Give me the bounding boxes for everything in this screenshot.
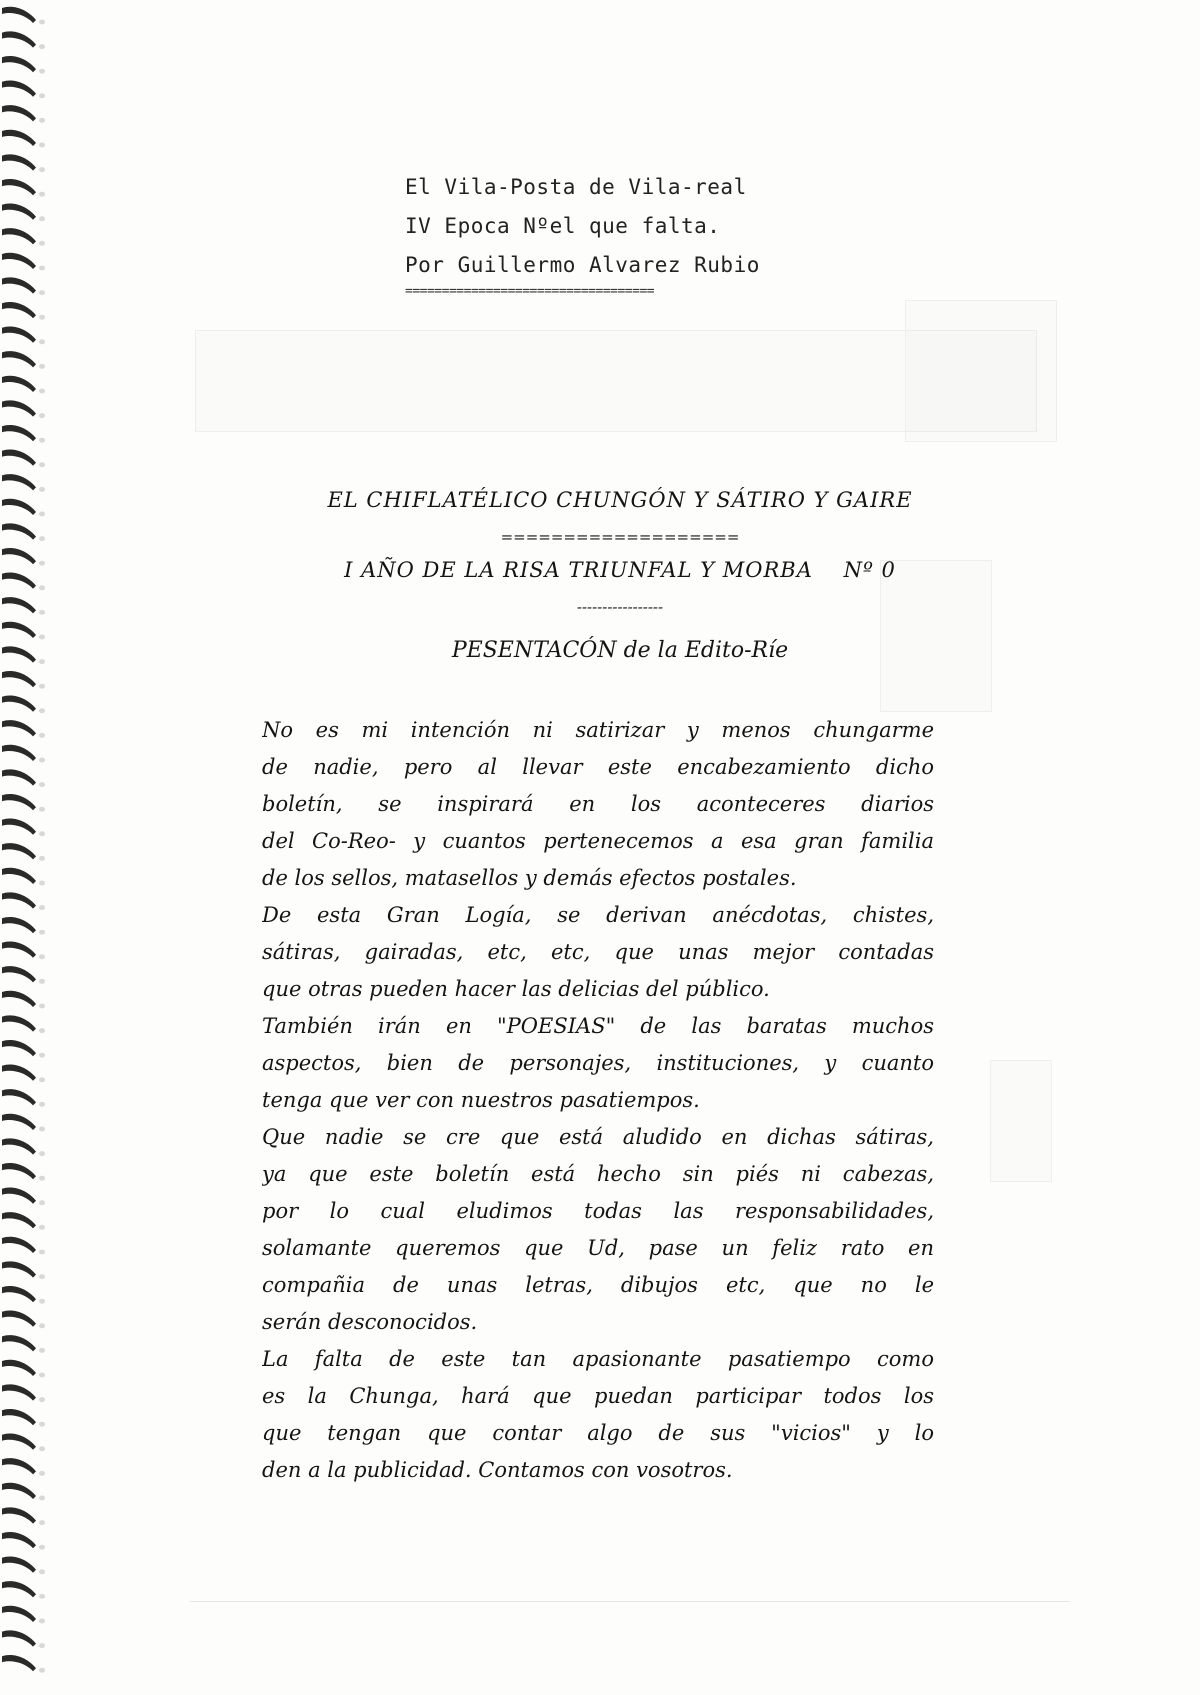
binding-hole (39, 1446, 45, 1451)
spiral-coil (2, 1237, 36, 1253)
header-line-1: El Vila-Posta de Vila-real (405, 175, 747, 199)
spiral-coil (2, 966, 36, 982)
binding-hole (39, 413, 45, 418)
body-line: tenga que ver con nuestros pasatiempos. (262, 1088, 700, 1112)
spiral-coil (2, 597, 36, 613)
binding-hole (39, 1422, 45, 1427)
spiral-coil (2, 277, 36, 293)
body-line: de los sellos, matasellos y demás efectos postales. (262, 866, 797, 890)
binding-hole (39, 241, 45, 246)
binding-hole (39, 831, 45, 836)
spiral-coil (2, 1483, 36, 1499)
typewritten-header (405, 168, 885, 299)
spiral-coil (2, 327, 36, 343)
binding-hole (39, 1643, 45, 1648)
binding-hole (39, 339, 45, 344)
binding-hole (39, 487, 45, 492)
spiral-coil (2, 302, 36, 318)
binding-hole (39, 1520, 45, 1525)
binding-hole (39, 610, 45, 615)
binding-hole (39, 1471, 45, 1476)
binding-hole (39, 1299, 45, 1304)
title-rule-2: ----------------- (576, 598, 664, 616)
spiral-coil (2, 843, 36, 859)
title-rule-1: =================== (500, 528, 740, 546)
body-line: ya que este boletín está hecho sin piés ni cabezas, (262, 1162, 934, 1186)
spiral-coil (2, 1015, 36, 1031)
binding-hole (39, 118, 45, 123)
presentation-heading: PESENTACÓN de la Edito-Ríe (451, 638, 789, 663)
body-line: que tengan que contar algo de sus "vicios" y lo (262, 1421, 934, 1445)
spiral-coil (2, 794, 36, 810)
spiral-coil (2, 1188, 36, 1204)
body-line: que otras pueden hacer las delicias del público. (262, 977, 770, 1001)
binding-hole (39, 881, 45, 886)
spiral-coil (2, 1581, 36, 1597)
binding-hole (39, 167, 45, 172)
spiral-coil (2, 1311, 36, 1327)
spiral-coil (2, 1114, 36, 1130)
binding-hole (39, 1496, 45, 1501)
binding-hole (39, 1373, 45, 1378)
spiral-coil (2, 7, 36, 23)
spiral-coil (2, 130, 36, 146)
spiral-coil (2, 400, 36, 416)
header-line-3: Por Guillermo Alvarez Rubio (405, 253, 760, 277)
spiral-coil (2, 81, 36, 97)
spiral-coil (2, 868, 36, 884)
spiral-coil (2, 204, 36, 220)
binding-hole (39, 93, 45, 98)
binding-hole (39, 266, 45, 271)
bleed-through-box (905, 300, 1057, 442)
binding-hole (39, 1323, 45, 1328)
bottom-faint-line (190, 1601, 1070, 1602)
binding-hole (39, 216, 45, 221)
spiral-coil (2, 942, 36, 958)
body-line: es la Chunga, hará que puedan participar todos los (262, 1384, 934, 1408)
spiral-coil (2, 1557, 36, 1573)
spiral-coil (2, 1532, 36, 1548)
spiral-coil (2, 1384, 36, 1400)
binding-hole (39, 1569, 45, 1574)
binding-hole (39, 659, 45, 664)
bleed-through-box (990, 1060, 1052, 1182)
binding-hole (39, 315, 45, 320)
spiral-coil (2, 1065, 36, 1081)
binding-hole (39, 1348, 45, 1353)
binding-hole (39, 1250, 45, 1255)
binding-hole (39, 1397, 45, 1402)
binding-hole (39, 1176, 45, 1181)
spiral-coil (2, 1360, 36, 1376)
spiral-coil (2, 1655, 36, 1671)
spiral-coil (2, 1089, 36, 1105)
binding-hole (39, 1028, 45, 1033)
body-line: No es mi intención ni satirizar y menos chungarme (262, 718, 934, 742)
spiral-coil (2, 917, 36, 933)
binding-hole (39, 1274, 45, 1279)
spiral-coil (2, 1409, 36, 1425)
binding-hole (39, 979, 45, 984)
spiral-coil (2, 646, 36, 662)
binding-hole (39, 462, 45, 467)
spiral-coil (2, 622, 36, 638)
spiral-coil (2, 450, 36, 466)
spiral-coil (2, 1606, 36, 1622)
binding-hole (39, 290, 45, 295)
binding-hole (39, 856, 45, 861)
binding-hole (39, 536, 45, 541)
spiral-coil (2, 105, 36, 121)
binding-hole (39, 1225, 45, 1230)
body-line: den a la publicidad. Contamos con vosotros. (262, 1458, 733, 1482)
body-line: de nadie, pero al llevar este encabezamiento dicho (262, 755, 934, 779)
binding-hole (39, 561, 45, 566)
binding-hole (39, 684, 45, 689)
spiral-coil (2, 671, 36, 687)
title-line-1: EL CHIFLATÉLICO CHUNGÓN Y SÁTIRO Y GAIRE (327, 488, 913, 512)
spiral-coil (2, 154, 36, 170)
spiral-coil (2, 548, 36, 564)
binding-hole (39, 733, 45, 738)
binding-hole (39, 1545, 45, 1550)
binding-hole (39, 1668, 45, 1673)
binding-hole (39, 20, 45, 25)
binding-hole (39, 1053, 45, 1058)
body-line: compañia de unas letras, dibujos etc, que no le (262, 1273, 934, 1297)
binding-hole (39, 389, 45, 394)
spiral-coil (2, 892, 36, 908)
spiral-coil (2, 499, 36, 515)
spiral-coil (2, 1458, 36, 1474)
spiral-coil (2, 228, 36, 244)
binding-hole (39, 1200, 45, 1205)
binding-hole (39, 1077, 45, 1082)
body-line: solamante queremos que Ud, pase un feliz rato en (262, 1236, 934, 1260)
spiral-coil (2, 1286, 36, 1302)
spiral-coil (2, 31, 36, 47)
spiral-coil (2, 745, 36, 761)
spiral-coil (2, 1138, 36, 1154)
spiral-coil (2, 1434, 36, 1450)
spiral-coil (2, 376, 36, 392)
binding-hole (39, 1594, 45, 1599)
body-line: Que nadie se cre que está aludido en dichas sátiras, (262, 1125, 934, 1149)
spiral-coil (2, 1212, 36, 1228)
spiral-coil (2, 1040, 36, 1056)
binding-hole (39, 585, 45, 590)
body-line: serán desconocidos. (262, 1310, 478, 1334)
binding-hole (39, 1004, 45, 1009)
binding-hole (39, 635, 45, 640)
spiral-coil (2, 56, 36, 72)
binding-hole (39, 782, 45, 787)
binding-hole (39, 44, 45, 49)
binding-hole (39, 1102, 45, 1107)
body-line: La falta de este tan apasionante pasatiempo como (262, 1347, 934, 1371)
body-line: De esta Gran Logía, se derivan anécdotas, chistes, (262, 903, 934, 927)
binding-hole (39, 758, 45, 763)
binding-hole (39, 708, 45, 713)
binding-hole (39, 954, 45, 959)
spiral-coil (2, 523, 36, 539)
spiral-coil (2, 1507, 36, 1523)
body-line: sátiras, gairadas, etc, etc, que unas mejor contadas (262, 940, 934, 964)
spiral-coil (2, 474, 36, 490)
spiral-coil (2, 696, 36, 712)
spiral-coil (2, 1163, 36, 1179)
header-rule: ================================== (405, 285, 655, 299)
binding-hole (39, 930, 45, 935)
spiral-coil (2, 1630, 36, 1646)
binding-hole (39, 192, 45, 197)
spiral-coil (2, 1261, 36, 1277)
spiral-coil (2, 179, 36, 195)
binding-hole (39, 512, 45, 517)
binding-hole (39, 364, 45, 369)
handwritten-title-block (300, 488, 940, 628)
binding-hole (39, 1127, 45, 1132)
spiral-coil (2, 351, 36, 367)
spiral-coil (2, 573, 36, 589)
spiral-coil (2, 253, 36, 269)
body-line: aspectos, bien de personajes, instituciones, y cuanto (262, 1051, 934, 1075)
spiral-coil (2, 425, 36, 441)
spiral-binding (0, 0, 60, 1695)
body-paragraph (262, 712, 934, 1489)
body-line: por lo cual eludimos todas las responsabilidades, (262, 1199, 934, 1223)
binding-hole (39, 905, 45, 910)
spiral-coil (2, 991, 36, 1007)
body-line: del Co-Reo- y cuantos pertenecemos a esa gran familia (262, 829, 934, 853)
header-line-2: IV Epoca Nºel que falta. (405, 214, 721, 238)
binding-hole (39, 807, 45, 812)
binding-hole (39, 1151, 45, 1156)
body-line: También irán en "POESIAS" de las baratas muchos (262, 1014, 934, 1038)
title-line-2: I AÑO DE LA RISA TRIUNFAL Y MORBA Nº 0 (344, 558, 896, 582)
binding-hole (39, 143, 45, 148)
spiral-coil (2, 720, 36, 736)
binding-hole (39, 438, 45, 443)
spiral-coil (2, 769, 36, 785)
spiral-coil (2, 1335, 36, 1351)
body-line: boletín, se inspirará en los aconteceres diarios (262, 792, 934, 816)
binding-hole (39, 69, 45, 74)
binding-hole (39, 1619, 45, 1624)
spiral-coil (2, 819, 36, 835)
